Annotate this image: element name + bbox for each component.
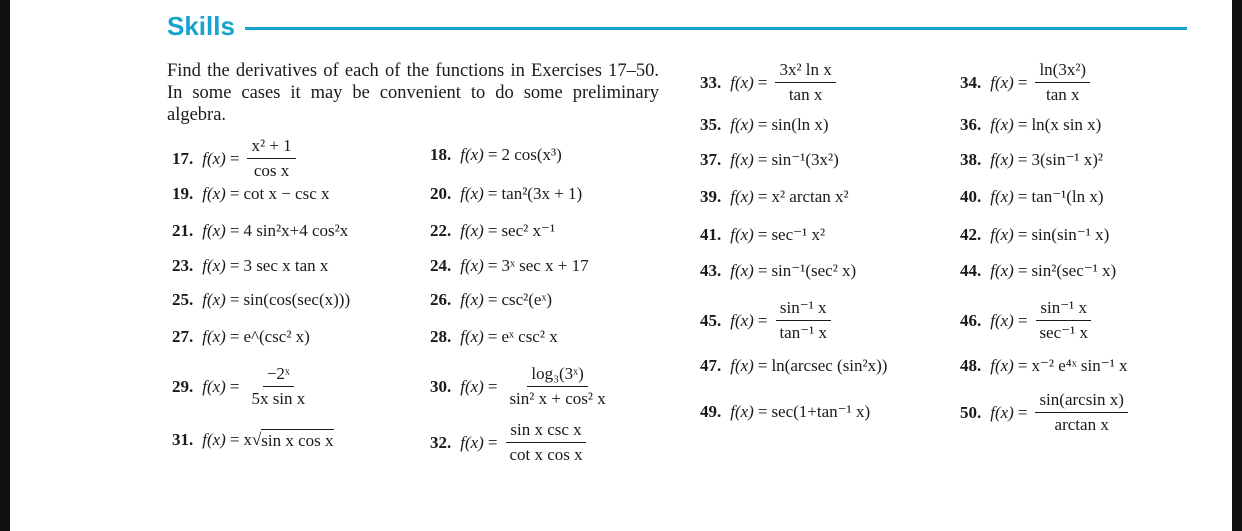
exercise-37 — [700, 150, 839, 170]
fraction-numerator: sin x csc x — [506, 420, 585, 443]
right-frame-edge — [1232, 0, 1242, 531]
equals-sign: = — [487, 256, 498, 275]
exercise-36 — [960, 115, 1101, 135]
exercise-number: 18. — [430, 145, 452, 164]
fraction-numerator: sin⁻¹ x — [1036, 298, 1091, 321]
equals-sign: = — [757, 187, 768, 206]
exercise-44 — [960, 261, 1116, 281]
fraction-numerator: −2ˣ — [263, 364, 294, 387]
exercise-number: 37. — [700, 150, 722, 169]
function-name: f(x) — [990, 72, 1014, 92]
function-name: f(x) — [730, 261, 754, 280]
exercise-number: 31. — [172, 430, 194, 449]
exercise-number: 30. — [430, 376, 452, 396]
exercise-20 — [430, 184, 582, 204]
function-expression: 4 sin²x+4 cos²x — [243, 221, 349, 240]
exercise-38 — [960, 150, 1103, 170]
function-name: f(x) — [202, 376, 226, 396]
function-expression: sin(sin⁻¹ x) — [1031, 225, 1110, 244]
function-name: f(x) — [460, 256, 484, 275]
function-name: f(x) — [460, 184, 484, 203]
function-name: f(x) — [202, 221, 226, 240]
exercise-48 — [960, 356, 1128, 376]
function-expression: sec⁻¹ x² — [771, 225, 826, 244]
fraction-denominator: sin² x + cos² x — [509, 389, 606, 409]
exercise-39 — [700, 187, 849, 207]
exercise-number: 47. — [700, 356, 722, 375]
left-frame-edge — [0, 0, 10, 531]
fraction — [1035, 390, 1128, 436]
equals-sign: = — [229, 290, 240, 309]
function-name: f(x) — [202, 327, 226, 346]
equals-sign: = — [757, 72, 768, 92]
exercise-46 — [960, 298, 1092, 344]
equals-sign: = — [487, 376, 498, 396]
fraction-denominator: cos x — [253, 161, 290, 181]
section-title-rule — [245, 27, 1187, 30]
exercise-number: 25. — [172, 290, 194, 309]
fraction-denominator: arctan x — [1054, 415, 1109, 435]
function-name: f(x) — [730, 187, 754, 206]
equals-sign: = — [487, 221, 498, 240]
exercise-number: 44. — [960, 261, 982, 280]
exercise-number: 22. — [430, 221, 452, 240]
fraction-denominator: tan x — [788, 85, 823, 105]
equals-sign: = — [757, 402, 768, 421]
exercise-number: 19. — [172, 184, 194, 203]
exercise-number: 39. — [700, 187, 722, 206]
equals-sign: = — [1017, 187, 1028, 206]
function-name: f(x) — [460, 432, 484, 452]
equals-sign: = — [487, 432, 498, 452]
function-name: f(x) — [202, 184, 226, 203]
exercise-18 — [430, 145, 562, 165]
fraction-numerator: sin⁻¹ x — [776, 298, 831, 321]
exercise-number: 34. — [960, 72, 982, 92]
exercise-29 — [172, 364, 309, 410]
function-name: f(x) — [730, 115, 754, 134]
exercise-number: 36. — [960, 115, 982, 134]
fraction-numerator: x² + 1 — [247, 136, 295, 159]
exercise-number: 35. — [700, 115, 722, 134]
fraction — [1035, 298, 1092, 344]
exercise-23 — [172, 256, 328, 276]
function-name: f(x) — [990, 225, 1014, 244]
exercise-number: 23. — [172, 256, 194, 275]
exercise-number: 28. — [430, 327, 452, 346]
function-expression: eˣ csc² x — [501, 327, 558, 346]
exercise-number: 40. — [960, 187, 982, 206]
exercise-49 — [700, 402, 870, 422]
equals-sign: = — [1017, 261, 1028, 280]
equals-sign: = — [487, 145, 498, 164]
exercise-number: 50. — [960, 402, 982, 422]
exercise-22 — [430, 221, 555, 241]
exercise-26 — [430, 290, 552, 310]
exercise-32 — [430, 420, 587, 466]
equals-sign: = — [487, 327, 498, 346]
exercise-21 — [172, 221, 348, 241]
exercise-number: 17. — [172, 148, 194, 168]
exercise-number: 46. — [960, 310, 982, 330]
function-name: f(x) — [202, 256, 226, 275]
equals-sign: = — [757, 356, 768, 375]
fraction-numerator: log₃(3ˣ) — [527, 364, 587, 387]
function-name: f(x) — [990, 115, 1014, 134]
function-expression: 3 sec x tan x — [243, 256, 329, 275]
exercise-number: 20. — [430, 184, 452, 203]
equals-sign: = — [229, 221, 240, 240]
radicand: sin x cos x — [261, 431, 334, 450]
function-expression: sec(1+tan⁻¹ x) — [771, 402, 871, 421]
exercise-24 — [430, 256, 589, 276]
exercise-number: 42. — [960, 225, 982, 244]
function-name: f(x) — [990, 356, 1014, 375]
function-name: f(x) — [202, 290, 226, 309]
function-expression: sin²(sec⁻¹ x) — [1031, 261, 1117, 280]
function-name: f(x) — [460, 327, 484, 346]
exercise-41 — [700, 225, 825, 245]
exercise-number: 43. — [700, 261, 722, 280]
fraction-denominator: 5x sin x — [251, 389, 306, 409]
function-expression: sin⁻¹(3x²) — [771, 150, 839, 169]
equals-sign: = — [757, 115, 768, 134]
function-name: f(x) — [730, 310, 754, 330]
exercise-43 — [700, 261, 856, 281]
exercise-28 — [430, 327, 558, 347]
function-name: f(x) — [990, 261, 1014, 280]
exercise-27 — [172, 327, 310, 347]
function-name: f(x) — [990, 402, 1014, 422]
function-name: f(x) — [990, 187, 1014, 206]
fraction-denominator: tan⁻¹ x — [779, 323, 828, 343]
fraction-denominator: sec⁻¹ x — [1039, 323, 1088, 343]
exercise-47 — [700, 356, 887, 376]
equals-sign: = — [757, 225, 768, 244]
function-expression: cot x − csc x — [243, 184, 330, 203]
exercise-number: 24. — [430, 256, 452, 275]
function-name: f(x) — [730, 72, 754, 92]
function-name: f(x) — [730, 150, 754, 169]
equals-sign: = — [487, 290, 498, 309]
function-expression: x² arctan x² — [771, 187, 849, 206]
fraction-numerator: sin(arcsin x) — [1035, 390, 1128, 413]
fraction-denominator: tan x — [1046, 85, 1080, 105]
function-name: f(x) — [460, 145, 484, 164]
exercise-33 — [700, 60, 836, 106]
exercise-30 — [430, 364, 610, 410]
fraction-denominator: cot x cos x — [509, 445, 583, 465]
fraction — [505, 420, 586, 466]
equals-sign: = — [1017, 310, 1028, 330]
exercise-number: 38. — [960, 150, 982, 169]
equals-sign: = — [229, 430, 240, 449]
exercise-35 — [700, 115, 829, 135]
function-expression: sec² x⁻¹ — [501, 221, 556, 240]
function-expression: tan⁻¹(ln x) — [1031, 187, 1104, 206]
exercise-17 — [172, 136, 296, 182]
fraction — [1035, 60, 1090, 106]
function-name: f(x) — [202, 430, 226, 449]
exercise-34 — [960, 60, 1090, 106]
equals-sign: = — [229, 327, 240, 346]
function-name: f(x) — [990, 310, 1014, 330]
radical-prefix: x√ — [243, 430, 262, 449]
function-expression: ln(x sin x) — [1031, 115, 1102, 134]
section-title: Skills — [167, 11, 235, 41]
equals-sign: = — [487, 184, 498, 203]
equals-sign: = — [1017, 225, 1028, 244]
equals-sign: = — [757, 310, 768, 330]
function-expression: e^(csc² x) — [243, 327, 310, 346]
exercise-45 — [700, 298, 831, 344]
instructions-paragraph: Find the derivatives of each of the functions in Exercises 17–50. In some cases it may be convenient to do some preliminary algebra. — [167, 61, 659, 125]
function-name: f(x) — [202, 148, 226, 168]
fraction — [247, 136, 295, 182]
function-name: f(x) — [730, 356, 754, 375]
equals-sign: = — [229, 256, 240, 275]
equals-sign: = — [1017, 402, 1028, 422]
function-expression: 3ˣ sec x + 17 — [501, 256, 589, 275]
function-expression: sin⁻¹(sec² x) — [771, 261, 857, 280]
fraction-numerator: ln(3x²) — [1035, 60, 1090, 83]
function-name: f(x) — [460, 290, 484, 309]
exercise-number: 48. — [960, 356, 982, 375]
fraction — [247, 364, 309, 410]
equals-sign: = — [229, 148, 240, 168]
exercise-number: 45. — [700, 310, 722, 330]
exercise-50 — [960, 390, 1128, 436]
exercise-number: 41. — [700, 225, 722, 244]
function-name: f(x) — [730, 225, 754, 244]
exercise-19 — [172, 184, 330, 204]
fraction — [775, 60, 835, 106]
function-expression: ln(arcsec (sin²x)) — [771, 356, 888, 375]
exercise-number: 29. — [172, 376, 194, 396]
equals-sign: = — [229, 184, 240, 203]
function-expression: csc²(eˣ) — [501, 290, 553, 309]
fraction — [775, 298, 831, 344]
exercise-40 — [960, 187, 1104, 207]
function-name: f(x) — [460, 376, 484, 396]
equals-sign: = — [1017, 150, 1028, 169]
exercise-number: 33. — [700, 72, 722, 92]
equals-sign: = — [1017, 356, 1028, 375]
exercise-number: 26. — [430, 290, 452, 309]
equals-sign: = — [757, 261, 768, 280]
function-expression: x⁻² e⁴ˣ sin⁻¹ x — [1031, 356, 1128, 375]
exercise-number: 32. — [430, 432, 452, 452]
exercise-number: 27. — [172, 327, 194, 346]
function-expression: sin(cos(sec(x))) — [243, 290, 351, 309]
exercise-number: 49. — [700, 402, 722, 421]
equals-sign: = — [1017, 72, 1028, 92]
equals-sign: = — [229, 376, 240, 396]
equals-sign: = — [757, 150, 768, 169]
function-name: f(x) — [460, 221, 484, 240]
function-expression: tan²(3x + 1) — [501, 184, 583, 203]
function-name: f(x) — [730, 402, 754, 421]
function-name: f(x) — [990, 150, 1014, 169]
function-expression: 2 cos(x³) — [501, 145, 562, 164]
exercise-31 — [172, 429, 334, 451]
function-expression: sin(ln x) — [771, 115, 829, 134]
fraction — [505, 364, 609, 410]
exercise-42 — [960, 225, 1109, 245]
exercise-number: 21. — [172, 221, 194, 240]
fraction-numerator: 3x² ln x — [775, 60, 835, 83]
exercise-25 — [172, 290, 350, 310]
function-expression: 3(sin⁻¹ x)² — [1031, 150, 1104, 169]
equals-sign: = — [1017, 115, 1028, 134]
